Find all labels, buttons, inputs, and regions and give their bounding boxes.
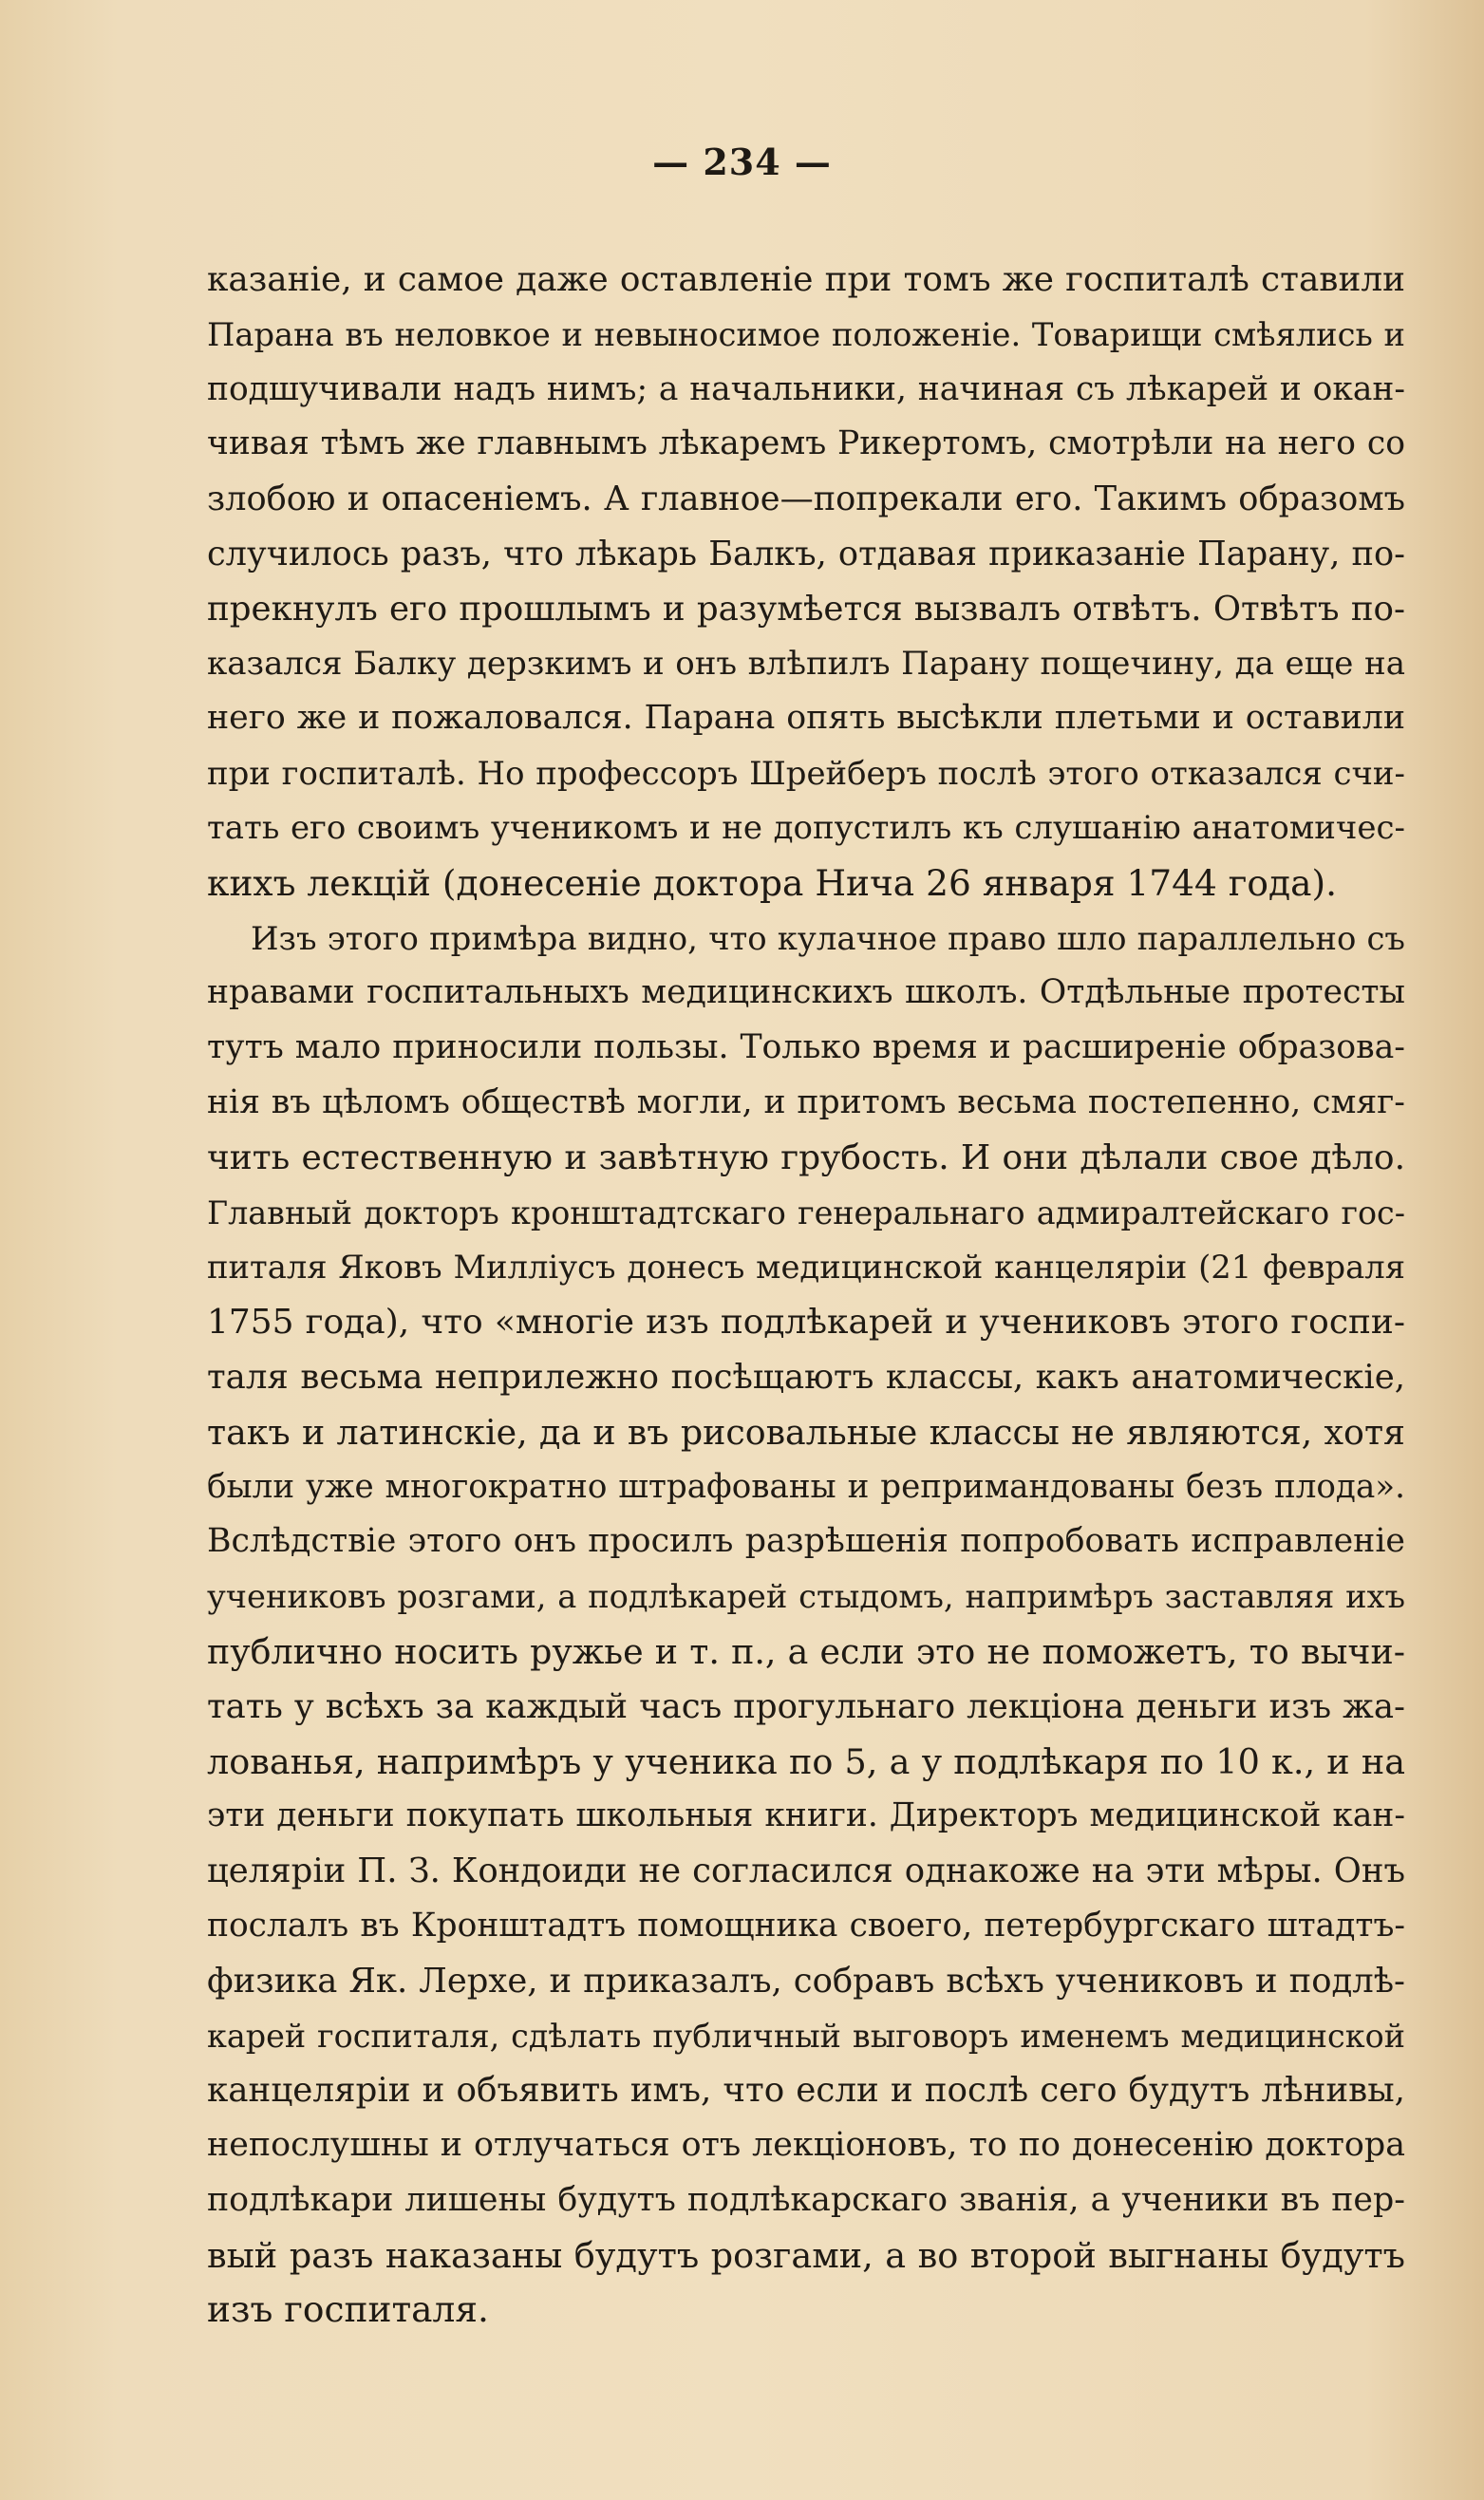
text-line: целяріи П. З. Кондоиди не согласился однакоже на эти мѣры. Онъ bbox=[207, 1852, 1405, 1891]
text-line: непослушны и отлучаться отъ лекціоновъ, то по донесенію доктора bbox=[207, 2126, 1405, 2165]
text-line: учениковъ розгами, а подлѣкарей стыдомъ, напримѣръ заставляя ихъ bbox=[207, 1578, 1405, 1616]
text-line: вый разъ наказаны будутъ розгами, а во второй выгнаны будутъ bbox=[207, 2234, 1405, 2276]
text-line: него же и пожаловался. Парана опять высѣкли плетьми и оставили bbox=[207, 699, 1405, 738]
text-line: нія въ цѣломъ обществѣ могли, и притомъ весьма постепенно, смяг- bbox=[207, 1082, 1405, 1121]
text-line: изъ госпиталя. bbox=[207, 2288, 489, 2331]
text-line: казаніе, и самое даже оставленіе при томъ же госпиталѣ ставили bbox=[207, 260, 1405, 299]
text-line: таля весьма неприлежно посѣщаютъ классы, какъ анатомическіе, bbox=[207, 1357, 1405, 1397]
text-line: Главный докторъ кронштадтскаго генеральнаго адмиралтейскаго гос- bbox=[207, 1194, 1405, 1231]
text-line: чивая тѣмъ же главнымъ лѣкаремъ Рикертомъ, смотрѣли на него со bbox=[207, 424, 1405, 463]
text-line: тать у всѣхъ за каждый часъ прогульнаго лекціона деньги изъ жа- bbox=[207, 1686, 1405, 1726]
body-text bbox=[207, 253, 1405, 2338]
text-line: Изъ этого примѣра видно, что кулачное право шло параллельно съ bbox=[251, 919, 1405, 957]
paragraph bbox=[207, 253, 1405, 912]
text-line: подшучивали надъ нимъ; а начальники, начиная съ лѣкарей и окан- bbox=[207, 369, 1405, 408]
text-line: публично носить ружье и т. п., а если это не поможетъ, то вычи- bbox=[207, 1630, 1405, 1672]
paragraph bbox=[207, 912, 1405, 2339]
text-line: были уже многократно штрафованы и репримандованы безъ плода». bbox=[207, 1467, 1405, 1506]
text-line: эти деньги покупать школьныя книги. Директоръ медицинской кан- bbox=[207, 1796, 1405, 1835]
text-line: подлѣкари лишены будутъ подлѣкарскаго званія, а ученики въ пер- bbox=[207, 2180, 1405, 2219]
text-line: карей госпиталя, сдѣлать публичный выговоръ именемъ медицинской bbox=[207, 2017, 1405, 2055]
text-line: тать его своимъ ученикомъ и не допустилъ къ слушанію анатомичес- bbox=[207, 808, 1405, 847]
text-line: Вслѣдствіе этого онъ просилъ разрѣшенія попробовать исправленіе bbox=[207, 1522, 1405, 1561]
text-line: казался Балку дерзкимъ и онъ влѣпилъ Парану пощечину, да еще на bbox=[207, 644, 1405, 683]
text-line: такъ и латинскіе, да и въ рисовальные классы не являются, хотя bbox=[207, 1411, 1405, 1453]
text-line: злобою и опасеніемъ. А главное—попрекали его. Такимъ образомъ bbox=[207, 479, 1405, 519]
text-line: 1755 года), что «многіе изъ подлѣкарей и учениковъ этого госпи- bbox=[207, 1303, 1405, 1343]
text-line: послалъ въ Кронштадтъ помощника своего, петербургскаго штадтъ- bbox=[207, 1906, 1405, 1945]
text-line: при госпиталѣ. Но профессоръ Шрейберъ послѣ этого отказался счи- bbox=[207, 755, 1405, 793]
text-line: тутъ мало приносили пользы. Только время и расширеніе образова- bbox=[207, 1028, 1405, 1067]
text-line: случилось разъ, что лѣкарь Балкъ, отдавая приказаніе Парану, по- bbox=[207, 534, 1405, 573]
text-line: прекнулъ его прошлымъ и разумѣется вызвалъ отвѣтъ. Отвѣтъ по- bbox=[207, 589, 1405, 629]
text-line: чить естественную и завѣтную грубость. И они дѣлали свое дѣло. bbox=[207, 1137, 1405, 1177]
text-line: лованья, напримѣръ у ученика по 5, а у подлѣкаря по 10 к., и на bbox=[207, 1740, 1405, 1782]
page-number: — 234 — bbox=[652, 141, 832, 183]
text-line: Парана въ неловкое и невыносимое положеніе. Товарищи смѣялись и bbox=[207, 315, 1405, 353]
text-line: физика Як. Лерхе, и приказалъ, собравъ всѣхъ учениковъ и подлѣ- bbox=[207, 1961, 1405, 2001]
text-line: питаля Яковъ Милліусъ донесъ медицинской канцеляріи (21 февраля bbox=[207, 1249, 1405, 1287]
text-line: канцеляріи и объявить имъ, что если и послѣ сего будутъ лѣнивы, bbox=[207, 2071, 1405, 2111]
text-line: кихъ лекцій (донесеніе доктора Нича 26 января 1744 года). bbox=[207, 861, 1338, 904]
text-line: нравами госпитальныхъ медицинскихъ школъ. Отдѣльные протесты bbox=[207, 973, 1405, 1012]
